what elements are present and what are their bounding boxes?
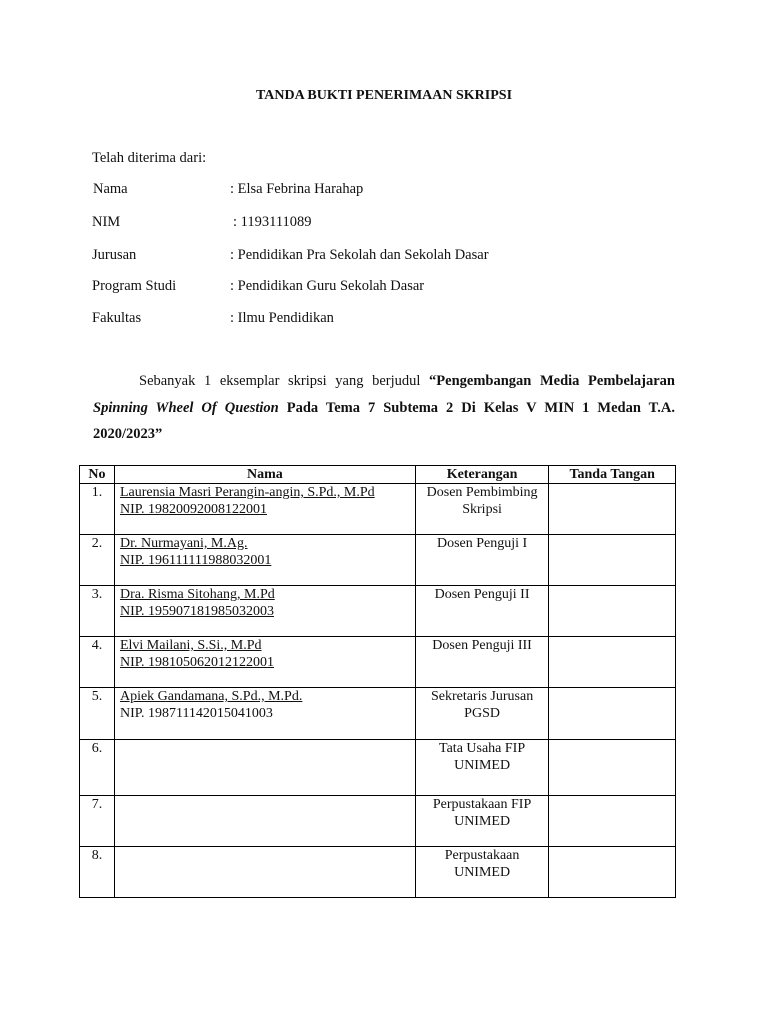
row-nama (114, 586, 415, 637)
row-keterangan: Dosen Pembimbing Skripsi (415, 484, 549, 535)
row-no: 7. (80, 796, 115, 847)
row-nama (114, 796, 415, 847)
thesis-title-part2: Pada Tema 7 Subtema 2 Di Kelas V MIN 1 Medan T.A. 2020/2023” (93, 399, 675, 442)
row-no: 5. (80, 688, 115, 740)
table-row (80, 847, 676, 898)
row-keterangan: Perpustakaan FIP UNIMED (415, 796, 549, 847)
row-keterangan: Sekretaris Jurusan PGSD (415, 688, 549, 740)
row-no: 8. (80, 847, 115, 898)
row-keterangan: Perpustakaan UNIMED (415, 847, 549, 898)
field-label: Program Studi (92, 278, 177, 294)
row-no: 2. (80, 535, 115, 586)
person-name: Elvi Mailani, S.Si., M.Pd (119, 638, 262, 653)
row-nama (114, 637, 415, 688)
field-label: Nama (93, 181, 128, 197)
signature-cell (549, 740, 676, 796)
document-title: TANDA BUKTI PENERIMAAN SKRIPSI (255, 88, 513, 103)
row-nama (114, 484, 415, 535)
row-no: 4. (80, 637, 115, 688)
received-from-label: Telah diterima dari: (92, 150, 207, 166)
signature-cell (549, 847, 676, 898)
table-row (80, 688, 676, 740)
receipt-table (79, 465, 676, 898)
thesis-title-part1: “Pengembangan Media Pembelajaran (429, 373, 675, 389)
field-value: : Ilmu Pendidikan (230, 310, 334, 326)
table-header-row (80, 466, 676, 484)
table-row (80, 740, 676, 796)
person-nip: NIP. 19820092008122001 (119, 502, 267, 517)
row-nama (114, 688, 415, 740)
field-value: : Elsa Febrina Harahap (230, 181, 364, 197)
signature-cell (549, 586, 676, 637)
person-nip: NIP. 198105062012122001 (119, 655, 274, 670)
table-row (80, 586, 676, 637)
header-no: No (80, 466, 115, 484)
signature-cell (549, 637, 676, 688)
header-tanda-tangan: Tanda Tangan (549, 466, 676, 484)
signature-cell (549, 484, 676, 535)
signature-cell (549, 796, 676, 847)
person-name: Dr. Nurmayani, M.Ag. (119, 536, 248, 551)
person-nip: NIP. 196111111988032001 (119, 553, 272, 568)
row-keterangan: Tata Usaha FIP UNIMED (415, 740, 549, 796)
row-keterangan: Dosen Penguji III (415, 637, 549, 688)
field-label: NIM (92, 214, 121, 230)
table-row (80, 796, 676, 847)
row-nama (114, 847, 415, 898)
row-nama (114, 740, 415, 796)
person-name: Laurensia Masri Perangin-angin, S.Pd., M.Pd (119, 485, 375, 500)
row-no: 1. (80, 484, 115, 535)
header-keterangan: Keterangan (415, 466, 549, 484)
thesis-title-italic: Spinning Wheel Of Question (93, 399, 279, 416)
table-row (80, 535, 676, 586)
person-name: Dra. Risma Sitohang, M.Pd (119, 587, 275, 602)
signature-cell (549, 535, 676, 586)
row-nama (114, 535, 415, 586)
person-nip: NIP. 198711142015041003 (119, 706, 273, 721)
field-value: : 1193111089 (233, 214, 312, 230)
table-row (80, 637, 676, 688)
field-value: : Pendidikan Pra Sekolah dan Sekolah Dasar (230, 247, 489, 263)
person-name: Apiek Gandamana, S.Pd., M.Pd. (119, 689, 303, 704)
table-row (80, 484, 676, 535)
paragraph-intro: Sebanyak 1 eksemplar skripsi yang berjudul (139, 373, 430, 389)
row-no: 3. (80, 586, 115, 637)
person-nip: NIP. 195907181985032003 (119, 604, 274, 619)
signature-cell (549, 688, 676, 740)
row-no: 6. (80, 740, 115, 796)
field-label: Jurusan (92, 247, 137, 263)
header-nama: Nama (114, 466, 415, 484)
row-keterangan: Dosen Penguji I (415, 535, 549, 586)
thesis-paragraph (93, 368, 675, 448)
row-keterangan: Dosen Penguji II (415, 586, 549, 637)
field-value: : Pendidikan Guru Sekolah Dasar (230, 278, 425, 294)
field-label: Fakultas (92, 310, 142, 326)
